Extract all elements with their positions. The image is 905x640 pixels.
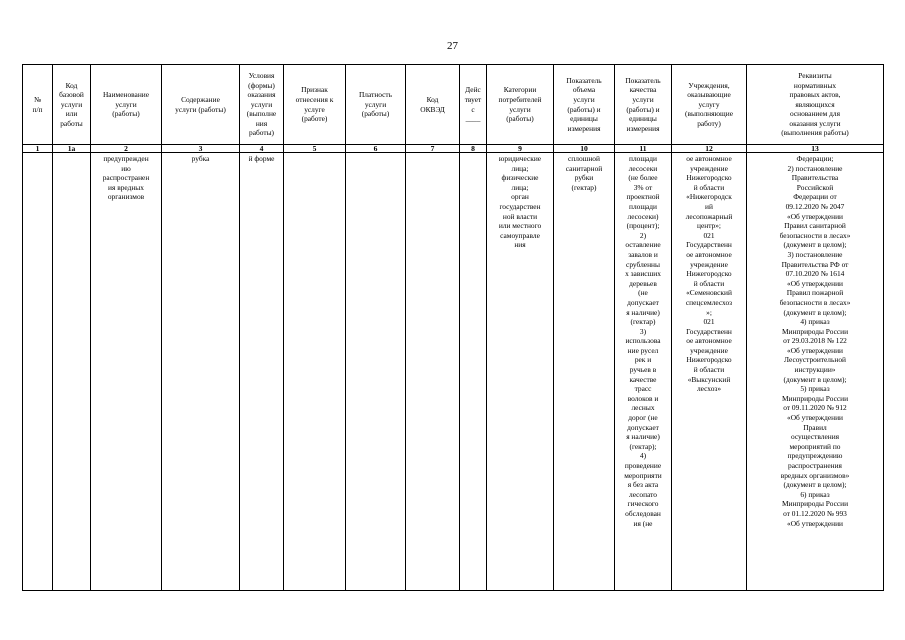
header-cell [23, 65, 53, 145]
header-label-valid-from: Дейс твует с ____ [464, 85, 482, 124]
table-cell [346, 153, 406, 591]
header-cell [487, 65, 554, 145]
column-number: 13 [747, 145, 884, 153]
header-label-quality: Показатель качества услуги (работы) и единицы измерения [625, 75, 661, 133]
column-number: 6 [346, 145, 406, 153]
table-cell [91, 153, 162, 591]
header-cell [53, 65, 91, 145]
cell-text: сплошной санитарной рубки (гектар) [565, 154, 603, 192]
column-number: 10 [554, 145, 615, 153]
header-row [23, 65, 884, 145]
table-cell [615, 153, 672, 591]
header-cell [460, 65, 487, 145]
header-label-okved: Код ОКВЭД [420, 94, 445, 114]
column-number: 1 [23, 145, 53, 153]
header-label-content: Содержание услуги (работы) [175, 94, 226, 114]
table-cell [672, 153, 747, 591]
header-cell [406, 65, 460, 145]
cell-text: юридические лица; физические лица; орган государствен ной власти или местного самоуправле ния [498, 154, 542, 250]
table-row [23, 153, 884, 591]
table-cell [23, 153, 53, 591]
column-number-row [23, 145, 884, 153]
table-cell [162, 153, 240, 591]
column-number: 11 [615, 145, 672, 153]
column-number: 8 [460, 145, 487, 153]
column-number: 5 [284, 145, 346, 153]
column-number: 7 [406, 145, 460, 153]
header-label-conditions: Условия (формы) оказания услуги (выполне ния работы) [246, 70, 277, 138]
services-registry-table [22, 64, 884, 591]
column-number: 4 [240, 145, 284, 153]
header-cell [346, 65, 406, 145]
page-number: 27 [447, 40, 458, 52]
table-cell [487, 153, 554, 591]
header-label-consumers: Категории потребителей услуги (работы) [498, 85, 542, 124]
column-number: 12 [672, 145, 747, 153]
cell-text: предупрежден ию распространен ия вредных организмов [102, 154, 150, 202]
table-cell [53, 153, 91, 591]
header-cell [615, 65, 672, 145]
cell-text: рубка [191, 154, 210, 163]
header-label-number: № п/п [32, 94, 43, 114]
header-cell [91, 65, 162, 145]
table-cell [406, 153, 460, 591]
cell-text: ое автономное учреждение Нижегородско й области «Нижегородск ий лесопожарный центр»; 021 Государственн ое автономное учреждение Нижегородско й области «Семеновский спецсемлесхоз »; 021 Государственн ое автономное учреждение Нижегородско й области «Выксунский лесхоз» [685, 154, 733, 394]
header-cell [284, 65, 346, 145]
header-cell [747, 65, 884, 145]
header-label-institutions: Учреждения, оказывающие услугу (выполняющие работу) [685, 80, 733, 128]
table-cell [554, 153, 615, 591]
column-number: 2 [91, 145, 162, 153]
header-cell [554, 65, 615, 145]
header-cell [162, 65, 240, 145]
header-label-payment: Платность услуги (работы) [358, 90, 393, 119]
header-label-base-code: Код базовой услуги или работы [59, 80, 84, 128]
table-cell [284, 153, 346, 591]
header-label-legal-acts: Реквизиты нормативных правовых актов, являющихся основанием для оказания услуги (выполнения работы) [781, 70, 849, 138]
column-number: 9 [487, 145, 554, 153]
column-number: 3 [162, 145, 240, 153]
cell-text: й форме [248, 154, 275, 163]
cell-text: Федерации; 2) постановление Правительства Российской Федерации от 09.12.2020 № 2047 «Об утверждении Правил санитарной безопасности в лесах» (документ в целом); 3) постановление Правительства РФ от 07.10.2020 № 1614 «Об утверждении Правил пожарной безопасности в лесах» (документ в целом); 4) приказ Минприроды России от 29.03.2018 № 122 «Об утверждении Лесоустроительной инструкции» (документ в целом); 5) приказ Минприроды России от 09.11.2020 № 912 «Об утверждении Правил осуществления мероприятий по предупреждению распространения вредных организмов» (документ в целом); 6) приказ Минприроды России от 01.12.2020 № 993 «Об утверждении [779, 154, 851, 528]
header-cell [672, 65, 747, 145]
header-cell [240, 65, 284, 145]
header-label-service-name: Наименование услуги (работы) [102, 90, 150, 119]
table-cell [747, 153, 884, 591]
table-cell [460, 153, 487, 591]
cell-text: площади лесосеки (не более 3% от проектной площади лесосеки) (процент); 2) оставление завалов и срубленны х зависших деревьев (не допускает я наличие) (гектар) 3) использова ние русел рек и ручьев в качестве трасс волоков и лесных дорог (не допускает я наличие) (гектар); 4) проведение мероприяти я без акта лесопато гического обследован ия (не [624, 154, 662, 528]
header-label-attribute: Признак отнесения к услуге (работе) [295, 85, 334, 124]
column-number: 1а [53, 145, 91, 153]
header-label-volume: Показатель объема услуги (работы) и единицы измерения [566, 75, 602, 133]
table-cell [240, 153, 284, 591]
